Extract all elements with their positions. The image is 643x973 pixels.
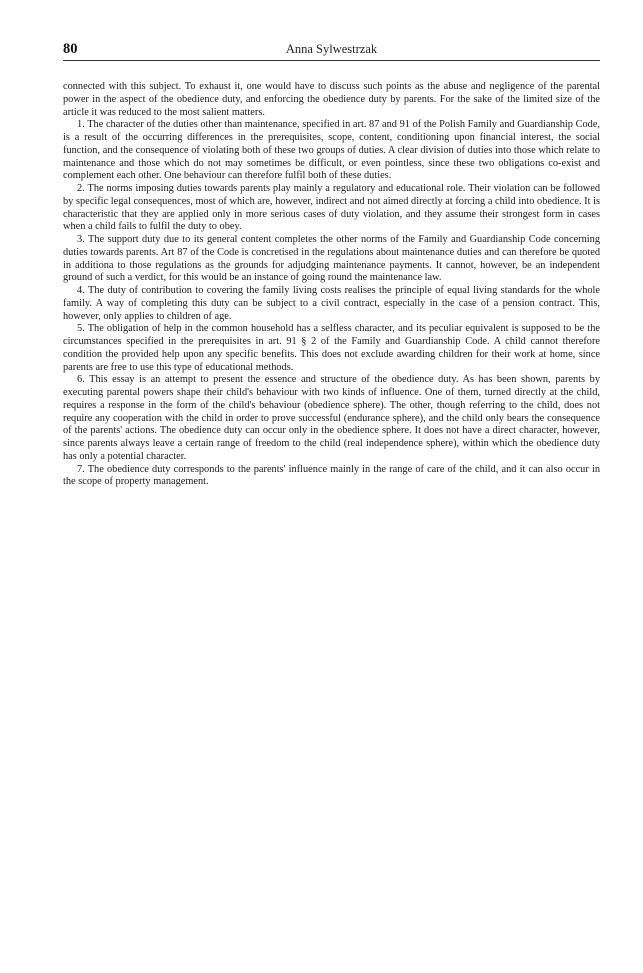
paragraph-point-3: 3. The support duty due to its general content completes the other norms of the Family and Guardianship Code concerning duties towards parents. Art 87 of the Code is concretised in the regulations about maintenance duties and can therefore be quoted in additiona to those regulations as the grounds for adjudging maintenance payments. It cannot, however, be an independent ground of such a verdict, for this would be an instance of going round the maintenance law.: [63, 234, 600, 284]
paragraph-point-5: 5. The obligation of help in the common household has a selfless character, and its peculiar equivalent is supposed to be the circumstances specified in the prerequisites in art. 91 § 2 of the Family and Guardianship Code. A child cannot therefore condition the provided help upon any specific benefits. This does not exclude awarding children for their work at home, since parents are free to use this type of educational methods.: [63, 323, 600, 373]
paragraph-point-6: 6. This essay is an attempt to present the essence and structure of the obedience duty. As has been shown, parents by executing parental powers shape their child's behaviour with two kinds of influence. One of them, turned directly at the child, requires a response in the form of the child's behaviour (obedience sphere). The other, though referring to the child, does not require any cooperation with the child in order to prove successful (endurance sphere), and the child only bears the consequence of the parents' actions. The obedience duty can occur only in the obedience sphere. It does not have a direct character, however, since parents always leave a certain range of freedom to the child (real independence sphere), within which the obedience duty has only a potential character.: [63, 374, 600, 462]
running-header: [63, 40, 600, 61]
paragraph-point-4: 4. The duty of contribution to covering the family living costs realises the principle of equal living standards for the whole family. A way of completing this duty can be subject to a civil contract, especially in the case of a pension contract. This, however, only applies to children of age.: [63, 285, 600, 322]
paragraph-point-7: 7. The obedience duty corresponds to the parents' influence mainly in the range of care of the child, and it can also occur in the scope of property management.: [63, 463, 600, 488]
running-head-author: Anna Sylwestrzak: [285, 42, 378, 56]
paragraph-continuation: connected with this subject. To exhaust it, one would have to discuss such points as the abuse and negligence of the parental power in the aspect of the obedience duty, and enforcing the obedience duty by parents. For the sake of the limited size of the article it was reduced to the most salient matters.: [63, 81, 600, 118]
paragraph-point-2: 2. The norms imposing duties towards parents play mainly a regulatory and educational role. Their violation can be followed by specific legal consequences, most of which are, however, indirect and not aimed directly at forcing a child into obedience. It is characteristic that they are applied only in more serious cases of duty violation, and they assume their strongest form in cases when a child fails to fulfil the duty to obey.: [63, 183, 600, 233]
paragraph-point-1: 1. The character of the duties other than maintenance, specified in art. 87 and 91 of the Polish Family and Guardianship Code, is a result of the occurring differences in the prerequisites, scope, content, conditioning upon financial interest, the social function, and the consequence of violating both of these two groups of duties. A clear division of duties into those which relate to maintenance and those which do not may sometimes be difficult, or even pointless, since these two obligations co-exist and complement each other. One behaviour can therefore fulfil both of these duties.: [63, 119, 600, 182]
body-text: [63, 81, 600, 489]
page-number: 80: [63, 41, 78, 57]
